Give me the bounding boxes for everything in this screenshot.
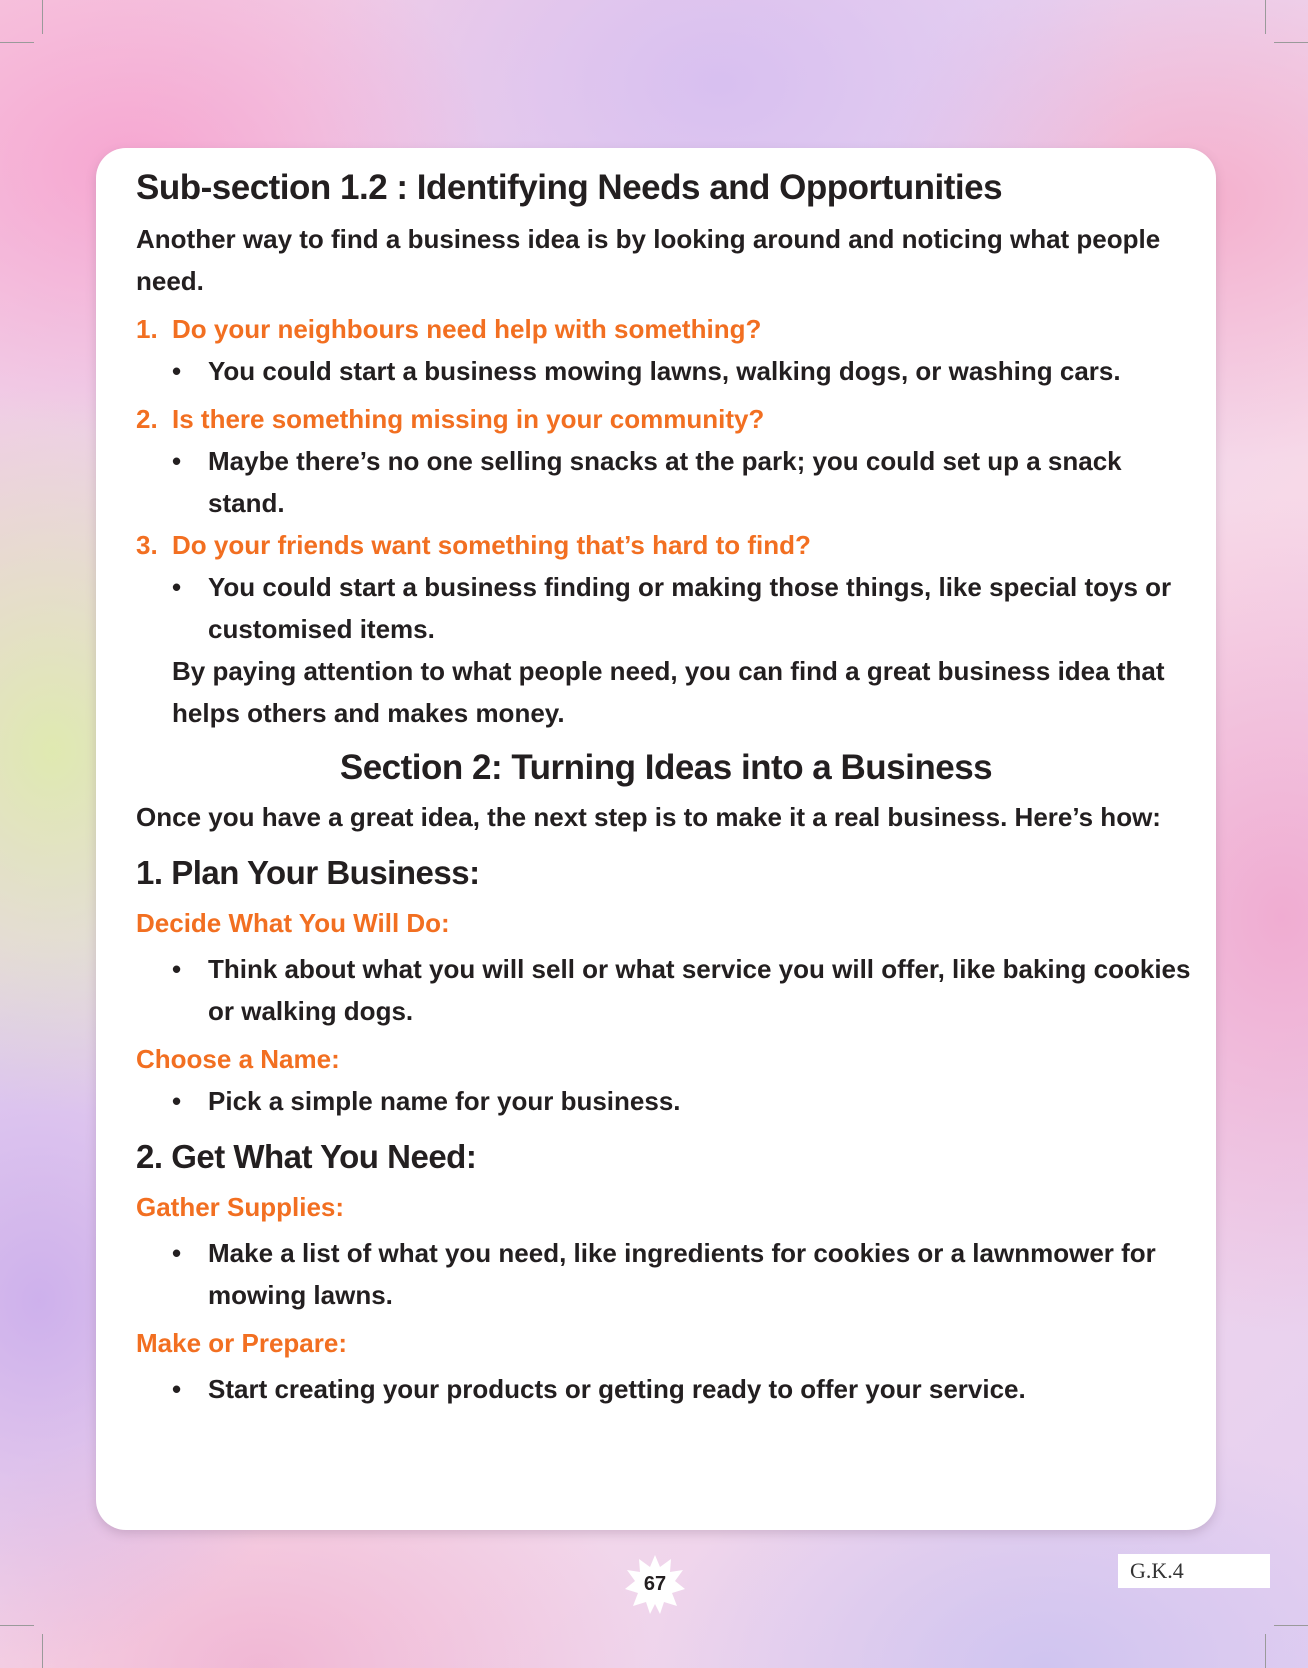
question-1 — [136, 308, 1196, 392]
bullet-icon: • — [172, 1374, 182, 1404]
crop-mark — [0, 42, 34, 43]
step-1-label-name: Choose a Name: — [136, 1044, 340, 1074]
step-2-label-prepare: Make or Prepare: — [136, 1328, 347, 1358]
question-2 — [136, 398, 1196, 524]
crop-mark — [1274, 1625, 1308, 1626]
crop-mark — [0, 1625, 34, 1626]
page-content — [136, 164, 1196, 1410]
crop-mark — [1265, 0, 1266, 34]
bullet-icon: • — [172, 446, 182, 476]
question-3 — [136, 524, 1196, 650]
bullet-text: Maybe there’s no one selling snacks at the park; you could set up a snack stand. — [208, 446, 1122, 518]
page-number-badge — [624, 1553, 686, 1615]
step-2-label-gather: Gather Supplies: — [136, 1192, 345, 1222]
subsection-title: Sub-section 1.2 : Identifying Needs and Opportunities — [136, 168, 1003, 207]
crop-mark — [1265, 1634, 1266, 1668]
bullet-icon: • — [172, 954, 182, 984]
bullet-icon: • — [172, 1086, 182, 1116]
step-1-label-decide: Decide What You Will Do: — [136, 908, 450, 938]
book-code: G.K.4 — [1118, 1554, 1270, 1588]
bullet-text: Start creating your products or getting ready to offer your service. — [208, 1374, 1026, 1404]
question-text: Is there something missing in your community? — [172, 404, 765, 434]
bullet-icon: • — [172, 1238, 182, 1268]
question-number: 1. — [136, 314, 158, 344]
bullet-icon: • — [172, 356, 182, 386]
subsection-intro: Another way to find a business idea is by looking around and noticing what people need. — [136, 224, 1161, 296]
question-text: Do your neighbours need help with something? — [172, 314, 762, 344]
bullet-text: Pick a simple name for your business. — [208, 1086, 681, 1116]
step-2-title: 2. Get What You Need: — [136, 1138, 477, 1175]
crop-mark — [1274, 42, 1308, 43]
question-text: Do your friends want something that’s hard to find? — [172, 530, 811, 560]
crop-mark — [42, 1634, 43, 1668]
question-number: 2. — [136, 404, 158, 434]
subsection-closing: By paying attention to what people need, you can find a great business idea that helps others and makes money. — [172, 656, 1165, 728]
section-intro: Once you have a great idea, the next step is to make it a real business. Here’s how: — [136, 802, 1161, 832]
crop-mark — [42, 0, 43, 34]
step-1-title: 1. Plan Your Business: — [136, 854, 480, 891]
bullet-text: You could start a business finding or making those things, like special toys or customised items. — [208, 572, 1172, 644]
question-number: 3. — [136, 530, 158, 560]
bullet-text: Make a list of what you need, like ingredients for cookies or a lawnmower for mowing lawns. — [208, 1238, 1156, 1310]
bullet-text: You could start a business mowing lawns, walking dogs, or washing cars. — [208, 356, 1121, 386]
page-number: 67 — [643, 1573, 667, 1595]
section-title: Section 2: Turning Ideas into a Business — [339, 748, 993, 787]
bullet-text: Think about what you will sell or what service you will offer, like baking cookies or walking dogs. — [208, 954, 1191, 1026]
bullet-icon: • — [172, 572, 182, 602]
